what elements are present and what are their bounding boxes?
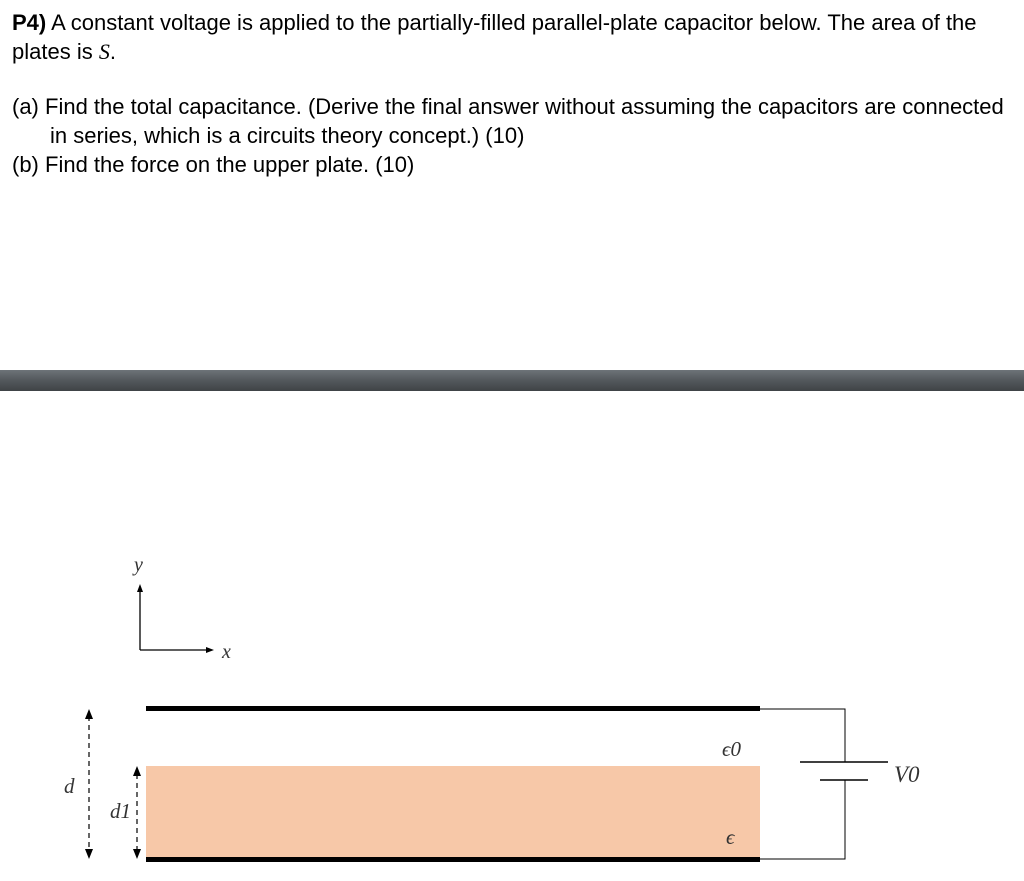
dimension-d1-arrow-top [133, 766, 141, 776]
intro-end: . [109, 39, 116, 64]
area-symbol: S [98, 39, 110, 64]
part-b-label: (b) [12, 152, 39, 177]
voltage-source-circuit [760, 709, 920, 859]
dimension-d [64, 709, 93, 859]
dimension-d1-arrow-bottom [133, 849, 141, 859]
source-voltage-label: V0 [894, 762, 920, 787]
x-axis-label: x [222, 641, 231, 663]
upper-wire [760, 709, 845, 762]
free-space-permittivity-label: ϵ0 [722, 737, 741, 761]
dimension-d-arrow-top [85, 709, 93, 719]
part-a-label: (a) [12, 94, 39, 119]
y-axis-label: y [134, 554, 143, 576]
dielectric-permittivity-label: ϵ [726, 825, 735, 849]
part-a-text: Find the total capacitance. (Derive the final answer without assuming the capacitors are connected in series, which is a circuits theory concept.) (10) [45, 94, 1004, 148]
dimension-d-arrow-bottom [85, 849, 93, 859]
lower-wire [760, 780, 845, 859]
coordinate-axes [132, 554, 231, 663]
separation-d-label: d [64, 774, 75, 798]
intro-text: A constant voltage is applied to the partially-filled parallel-plate capacitor below. The area of the plates is [12, 10, 977, 64]
upper-plate [146, 706, 760, 711]
dimension-d1 [110, 766, 141, 859]
part-b-text: Find the force on the upper plate. (10) [45, 152, 415, 177]
thickness-d1-label: d1 [110, 799, 131, 823]
problem-number: P4) [12, 10, 47, 35]
lower-plate [146, 857, 760, 862]
dielectric-slab [146, 766, 760, 858]
